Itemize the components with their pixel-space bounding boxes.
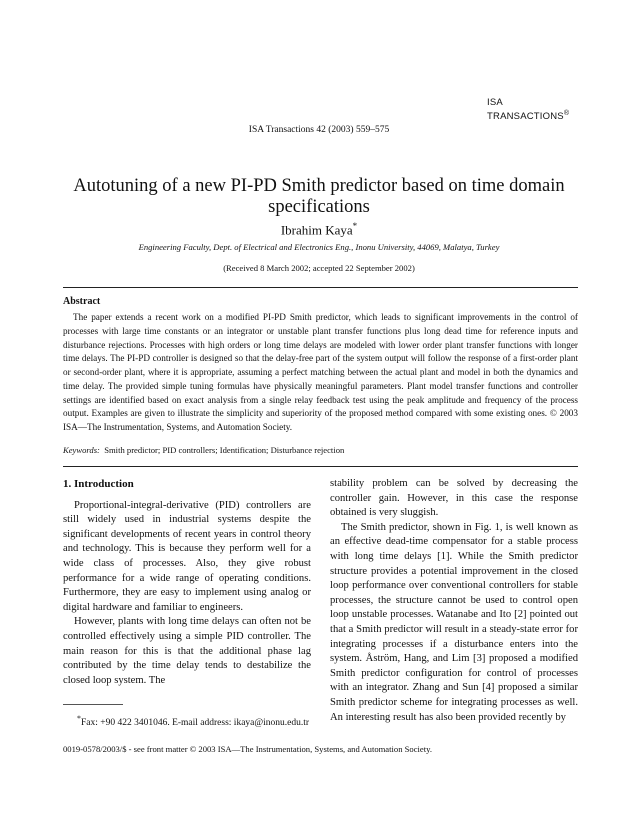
title-line-1: Autotuning of a new PI-PD Smith predictor based on time domain	[73, 176, 565, 196]
paragraph: stability problem can be solved by decreasing the controller gain. However, in this case the response obtained is very sluggish.	[330, 478, 578, 519]
footnote-text: Fax: +90 422 3401046. E-mail address: ikaya@inonu.edu.tr	[80, 718, 310, 729]
page-footer: 0019-0578/2003/$ - see front matter © 2003 ISA—The Instrumentation, Systems, and Automation Society.	[63, 744, 433, 754]
keywords-list: Smith predictor; PID controllers; Identification; Disturbance rejection	[104, 445, 345, 455]
received-dates: (Received 8 March 2002; accepted 22 September 2002)	[223, 263, 415, 273]
section-heading: 1. Introduction	[63, 478, 134, 490]
right-column	[330, 477, 578, 725]
journal-logo	[487, 97, 569, 122]
footnote-mark: *	[77, 714, 81, 723]
abstract-bottom-rule	[63, 466, 578, 467]
paragraph: The Smith predictor, shown in Fig. 1, is well known as an effective dead-time compensator for a stable process with long time delays [1]. While the Smith predictor structure provides a potential improvement in the closed loop performance over conventional controllers for stable processes, the structure cannot be used to control open loop unstable processes. Watanabe and Ito [2] pointed out that a Smith predictor will result in a steady-state error for integrating processes if a disturbance enters into the system. Åström, Hang, and Lim [3] proposed a modified Smith predictor configuration for control of processes with an integrator. Zhang and Sun [4] proposed a similar Smith predictor scheme for integrating processes as well. An interesting result has also been provided recently by	[330, 521, 578, 723]
abstract-heading: Abstract	[63, 296, 101, 307]
logo-line-2: TRANSACTIONS	[487, 111, 564, 123]
keywords-label: Keywords:	[63, 445, 100, 455]
abstract-top-rule	[63, 287, 578, 288]
left-column	[63, 477, 311, 688]
author	[0, 221, 638, 238]
keywords	[63, 445, 578, 455]
author-name: Ibrahim Kaya	[280, 222, 353, 238]
author-mark: *	[352, 221, 358, 231]
affiliation: Engineering Faculty, Dept. of Electrical and Electronics Eng., Inonu University, 44069, Malatya, Turkey	[138, 242, 500, 252]
paragraph: However, plants with long time delays can often not be controlled effectively using a simple PID controller. The main reason for this is that the additional phase lag contributed by the time delay tends to destabilize the closed loop system. The	[63, 616, 311, 686]
logo-line-1: ISA	[487, 97, 503, 108]
footnote-rule	[63, 704, 123, 705]
registered-mark: ®	[563, 110, 570, 117]
title-line-2: specifications	[268, 197, 370, 217]
journal-citation: ISA Transactions 42 (2003) 559–575	[248, 125, 390, 135]
paragraph: Proportional-integral-derivative (PID) controllers are still widely used in industrial systems despite the significant developments of recent years in control theory and technology. This is because they perform well for a wide class of processes. Also, they give robust performance for a wide range of operating conditions. Furthermore, they are easy to implement using analog or digital hardware and familiar to engineers.	[63, 499, 311, 613]
article-title	[40, 176, 598, 218]
footnote	[63, 712, 311, 730]
abstract-text: The paper extends a recent work on a modified PI-PD Smith predictor, which leads to significant improvements in the control of processes with large time constants or an integrator or unstable plant transfer functions plus long dead time for reference inputs and disturbance rejections. Processes with high orders or long time delays are modeled with lower order plant transfer functions with longer time delays. The PI-PD controller is designed so that the delay-free part of the system output will follow the response of a first-order plant or second-order plant, where it is appropriate, assuming a perfect matching between the actual plant and model in both the dynamics and time delay. The provided simple tuning formulas have physically meaningful parameters. Plant model transfer functions and controller settings are identified based on exact analysis from a single relay feedback test using the peak amplitude and frequency of the process output. Examples are given to illustrate the simplicity and superiority of the proposed method compared with some existing ones. © 2003 ISA—The Instrumentation, Systems, and Automation Society.	[63, 312, 578, 432]
